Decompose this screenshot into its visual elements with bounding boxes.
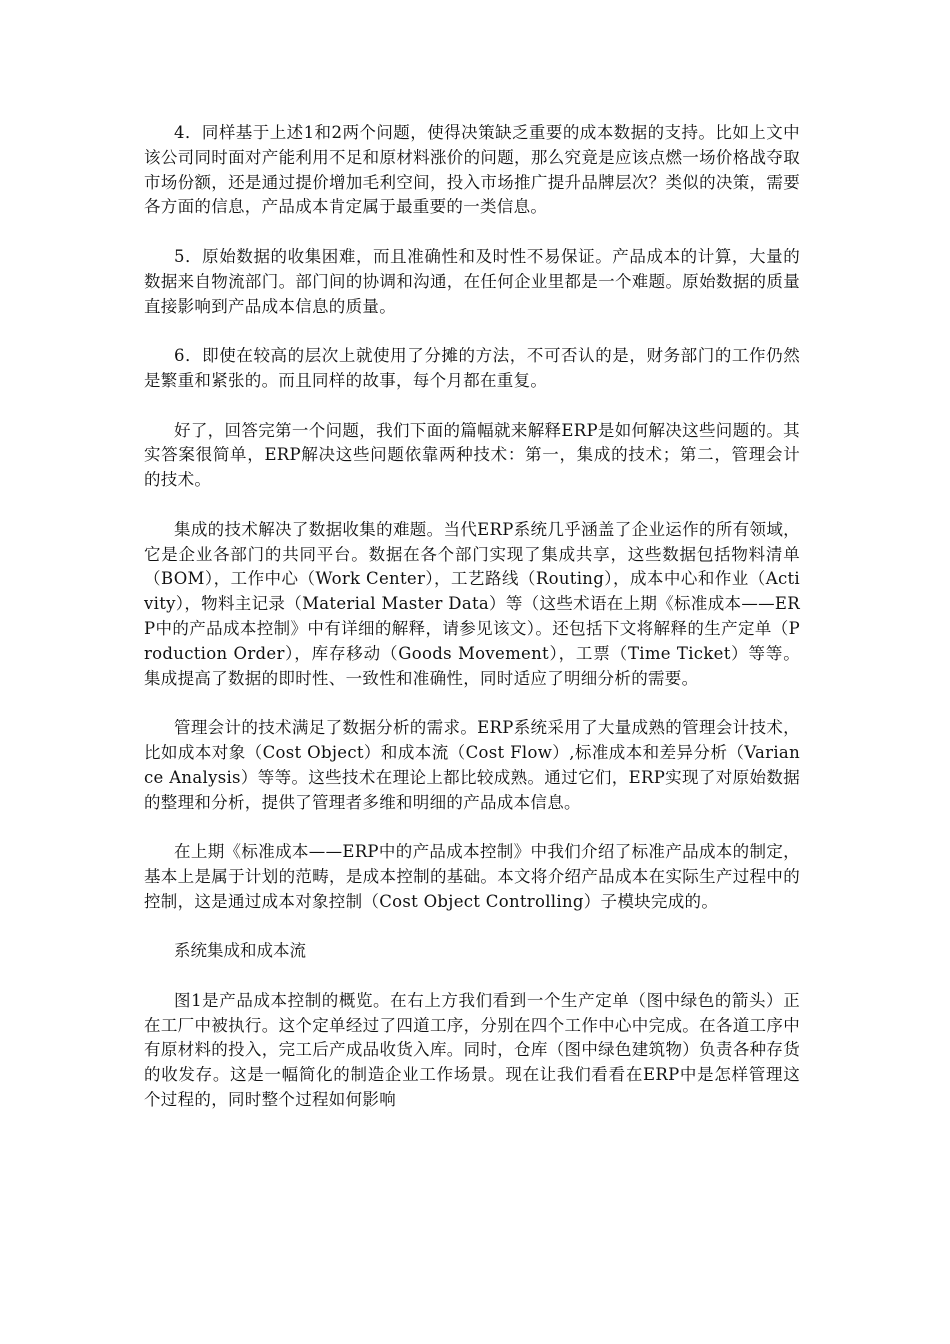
paragraph-item-5: 5．原始数据的收集困难，而且准确性和及时性不易保证。产品成本的计算，大量的数据来自物流部门。部门间的协调和沟通，在任何企业里都是一个难题。原始数据的质量直接影响到产品成本信息的质量。 [144,246,800,316]
paragraph-item-6: 6．即使在较高的层次上就使用了分摊的方法，不可否认的是，财务部门的工作仍然是繁重和紧张的。而且同样的故事，每个月都在重复。 [144,346,800,390]
section-heading: 系统集成和成本流 [174,941,306,961]
paragraph-previous-issue: 在上期《标准成本——ERP中的产品成本控制》中我们介绍了标准产品成本的制定，基本上是属于计划的范畴，是成本控制的基础。本文将介绍产品成本在实际生产过程中的控制，这是通过成本对象控制（Cost Object Controlling）子模块完成的。 [144,842,800,911]
paragraph-figure-overview: 图1是产品成本控制的概览。在右上方我们看到一个生产定单（图中绿色的箭头）正在工厂中被执行。这个定单经过了四道工序，分别在四个工作中心中完成。在各道工序中有原材料的投入，完工后产成品收货入库。同时，仓库（图中绿色建筑物）负责各种存货的收发存。这是一幅简化的制造企业工作场景。现在让我们看看在ERP中是怎样管理这个过程的，同时整个过程如何影响 [144,990,800,1110]
paragraph-item-4: 4．同样基于上述1和2两个问题，使得决策缺乏重要的成本数据的支持。比如上文中该公司同时面对产能利用不足和原材料涨价的问题，那么究竟是应该点燃一场价格战夺取市场份额，还是通过提价增加毛利空间，投入市场推广提升品牌层次？类似的决策，需要各方面的信息，产品成本肯定属于最重要的一类信息。 [144,123,800,217]
paragraph-management-accounting: 管理会计的技术满足了数据分析的需求。ERP系统采用了大量成熟的管理会计技术，比如成本对象（Cost Object）和成本流（Cost Flow）,标准成本和差异分析（Variance Analysis）等等。这些技术在理论上都比较成熟。通过它们，ERP实现了对原始数据的整理和分析，提供了管理者多维和明细的产品成本信息。 [144,718,800,812]
paragraph-erp-answer: 好了，回答完第一个问题，我们下面的篇幅就来解释ERP是如何解决这些问题的。其实答案很简单，ERP解决这些问题依靠两种技术：第一，集成的技术；第二，管理会计的技术。 [144,420,800,490]
paragraph-integration: 集成的技术解决了数据收集的难题。当代ERP系统几乎涵盖了企业运作的所有领域，它是企业各部门的共同平台。数据在各个部门实现了集成共享，这些数据包括物料清单（BOM），工作中心（Work Center），工艺路线（Routing），成本中心和作业（Activity），物料主记录（Material Master Data）等（这些术语在上期《标准成本——ERP中的产品成本控制》中有详细的解释，请参见该文）。还包括下文将解释的生产定单（Production Order），库存移动（Goods Movement），工票（Time Ticket）等等。集成提高了数据的即时性、一致性和准确性，同时适应了明细分析的需要。 [144,519,800,688]
document-page [144,121,800,1138]
